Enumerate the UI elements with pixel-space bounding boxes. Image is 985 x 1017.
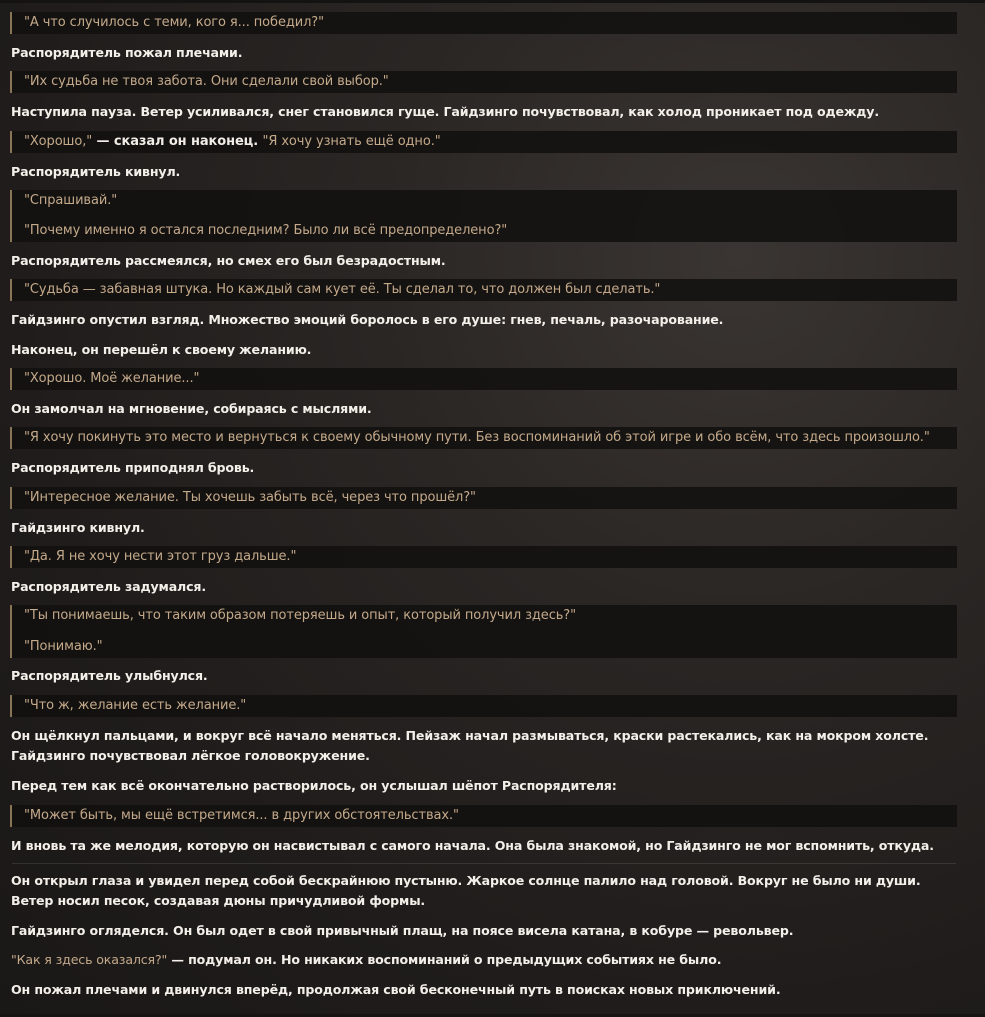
quote-block [10,12,957,34]
narration-paragraph: Он открыл глаза и увидел перед собой бескрайнюю пустыню. Жаркое солнце палило над головой. Вокруг не было ни души. Ветер носил песок, создавая дюны причудливой формы. [11,873,921,908]
narration-line: Гайдзинго опустил взгляд. Множество эмоций боролось в его душе: гнев, печаль, разочарование. [11,312,724,327]
quote-line: "Судьба — забавная штука. Но каждый сам кует её. Ты сделал то, что должен был сделать." [24,282,661,297]
section-divider [12,863,956,864]
quote-line: "Понимаю." [24,639,103,654]
narration-line: Наступила пауза. Ветер усиливался, снег становился гуще. Гайдзинго почувствовал, как холод проникает под одежду. [11,104,879,119]
top-strip [0,0,985,3]
narration-line: Распорядитель улыбнулся. [11,668,208,683]
narration-line: Распорядитель кивнул. [11,164,181,179]
narration-line: Гайдзинго огляделся. Он был одет в свой привычный плащ, на поясе висела катана, в кобуре — револьвер. [11,923,794,938]
quote-fragment: "Хорошо," [24,134,93,149]
quote-fragment: "Я хочу узнать ещё одно." [262,134,441,149]
quote-block [10,368,957,390]
quote-line: "Может быть, мы ещё встретимся... в других обстоятельствах." [24,808,459,823]
inline-quote: "Как я здесь оказался?" [11,952,168,967]
quote-line: "Почему именно я остался последним? Было ли всё предопределено?" [24,223,508,238]
quote-line: "Хорошо. Моё желание..." [24,371,200,386]
quote-line: "Что ж, желание есть желание." [24,698,247,713]
quote-line [24,134,441,149]
narration-line: Гайдзинго кивнул. [11,520,145,535]
quote-block [10,805,957,827]
speech-tag: — сказал он наконец. [92,134,263,149]
quote-line: "Ты понимаешь, что таким образом потеряешь и опыт, который получил здесь?" [24,608,576,623]
quote-block [10,190,957,242]
narration-line: И вновь та же мелодия, которую он насвистывал с самого начала. Она была знакомой, но Гайдзинго не мог вспомнить, откуда. [11,838,934,853]
quote-block [10,279,957,301]
quote-block [10,427,957,449]
quote-line: "Спрашивай." [24,193,118,208]
narration-line: Распорядитель пожал плечами. [11,45,243,60]
quote-line: "Да. Я не хочу нести этот груз дальше." [24,549,297,564]
narration-line [11,950,951,970]
narration-line: Распорядитель приподнял бровь. [11,460,255,475]
quote-block [10,71,957,93]
quote-line: "Я хочу покинуть это место и вернуться к своему обычному пути. Без воспоминаний об этой игре и обо всём, что здесь произошло." [24,430,930,445]
quote-block [10,695,957,717]
narration-line: Распорядитель рассмеялся, но смех его был безрадостным. [11,253,446,268]
quote-line: "А что случилось с теми, кого я... победил?" [24,15,324,30]
quote-block [10,546,957,568]
quote-block [10,131,957,153]
quote-line: "Их судьба не твоя забота. Они сделали свой выбор." [24,74,389,89]
quote-block [10,487,957,509]
narration-fragment: — подумал он. Но никаких воспоминаний о предыдущих событиях не было. [167,952,722,967]
quote-line: "Интересное желание. Ты хочешь забыть всё, через что прошёл?" [24,490,476,505]
narration-line: Он замолчал на мгновение, собираясь с мыслями. [11,401,372,416]
narration-line: Распорядитель задумался. [11,579,207,594]
narration-line: Он пожал плечами и двинулся вперёд, продолжая свой бесконечный путь в поисках новых приключений. [11,982,781,997]
quote-block [10,605,957,658]
narration-line: Перед тем как всё окончательно растворилось, он услышал шёпот Распорядителя: [11,778,617,793]
narration-line: Наконец, он перешёл к своему желанию. [11,342,312,357]
narration-paragraph: Он щёлкнул пальцами, и вокруг всё начало меняться. Пейзаж начал размываться, краски растекались, как на мокром холсте. Гайдзинго почувствовал лёгкое головокружение. [11,728,929,763]
